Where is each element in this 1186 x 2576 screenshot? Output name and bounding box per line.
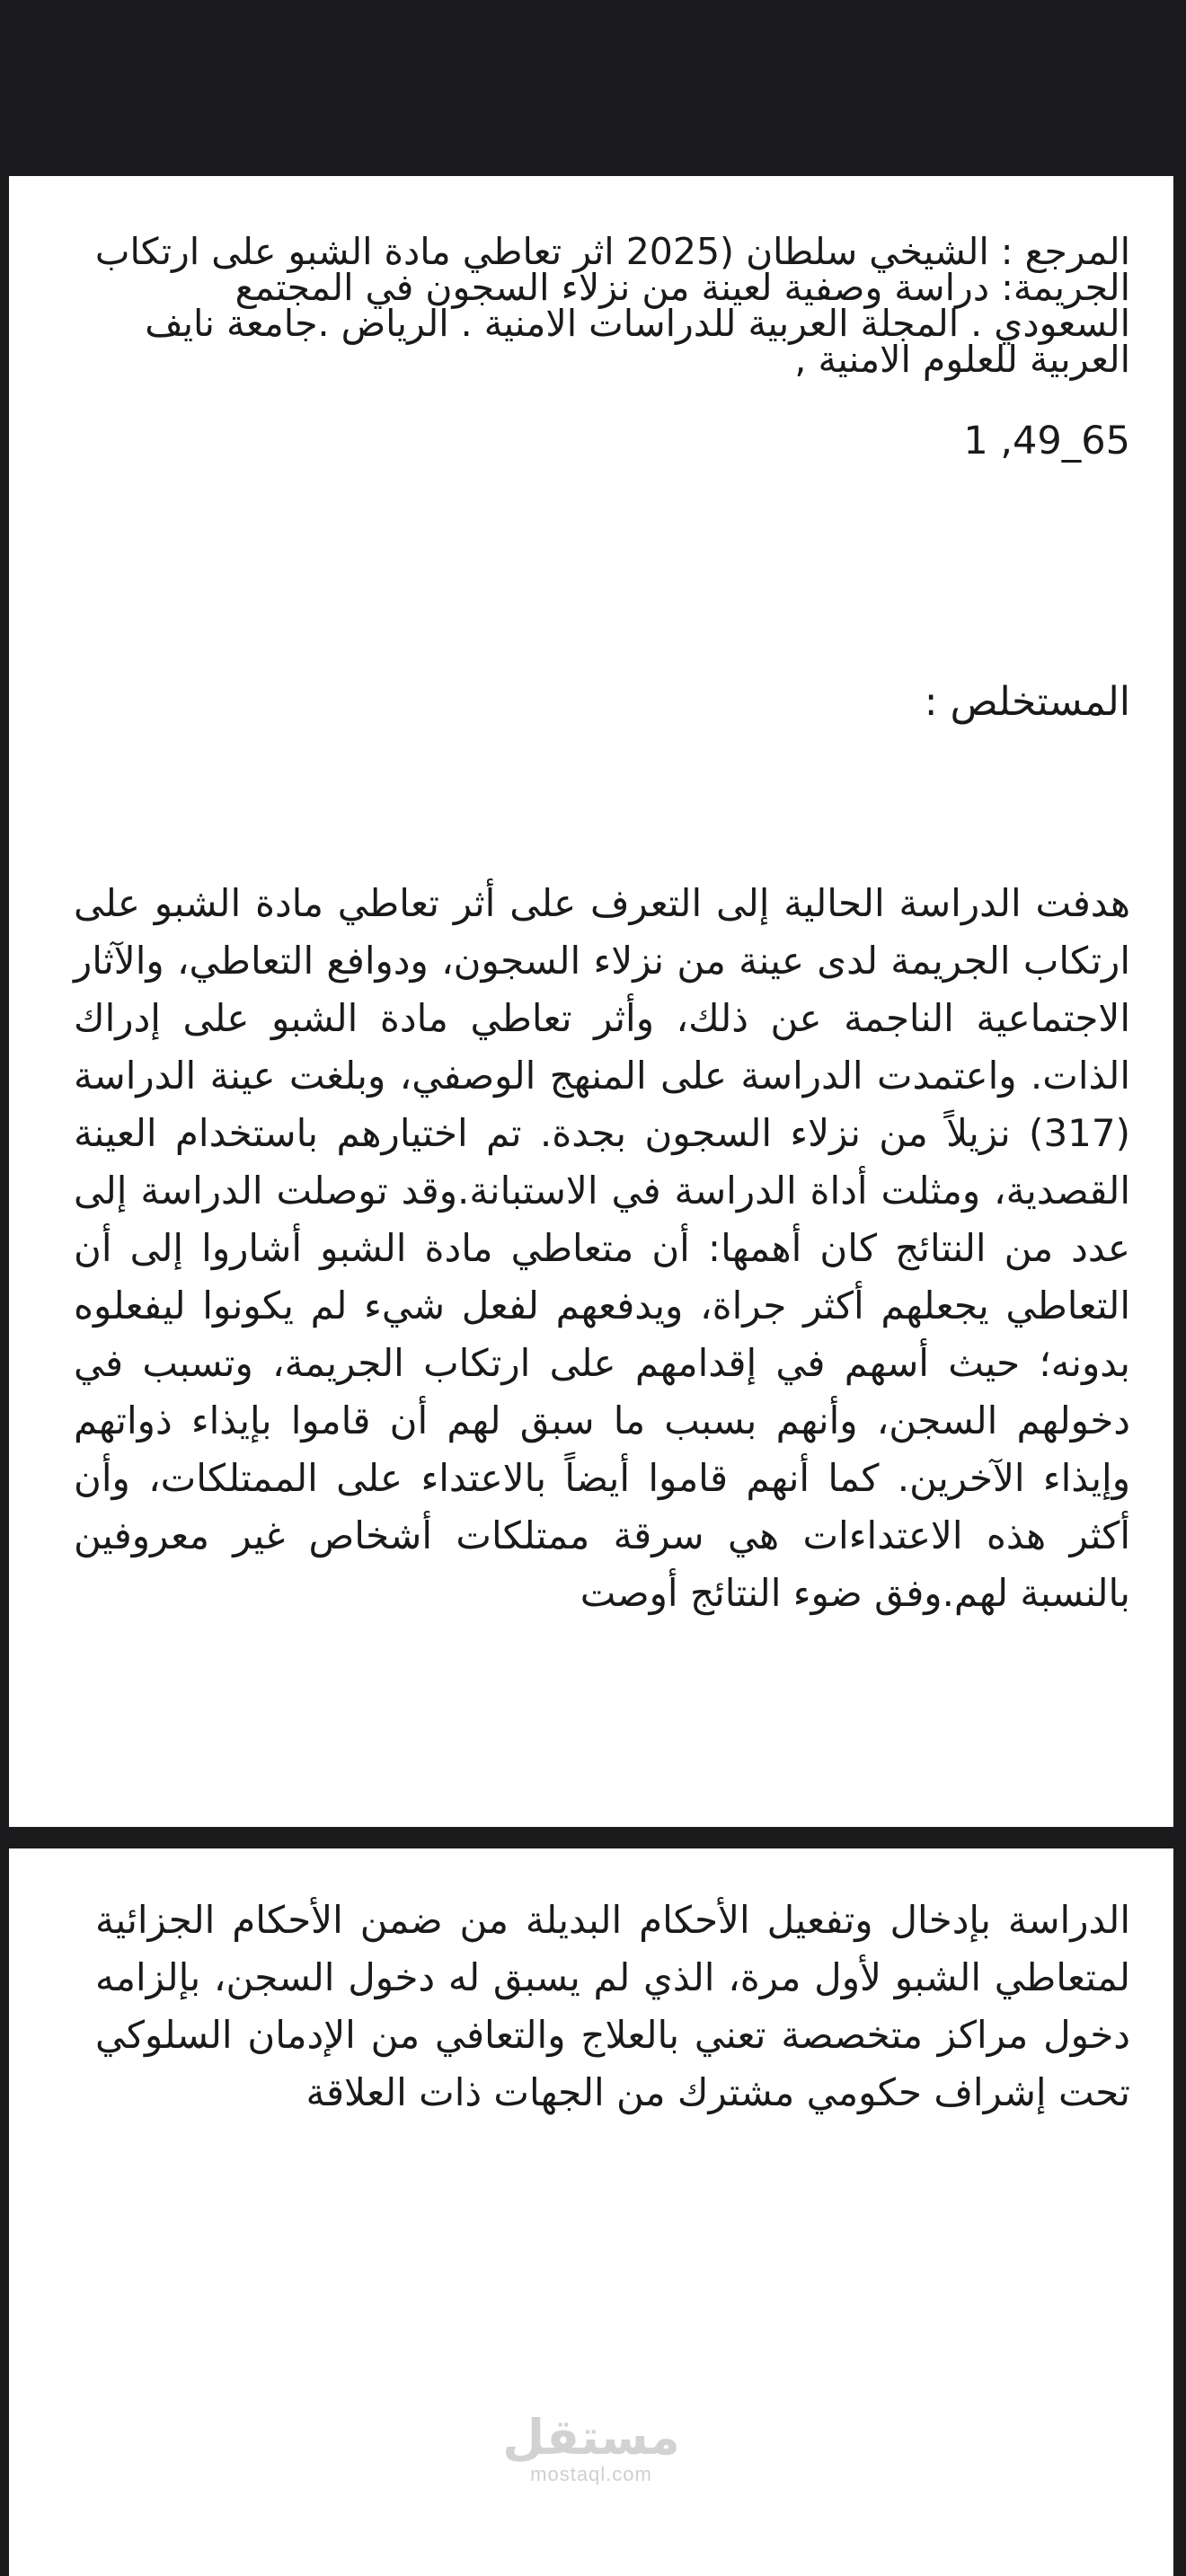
abstract-body: هدفت الدراسة الحالية إلى التعرف على أثر تعاطي مادة الشبو على ارتكاب الجريمة لدى عينة من نزلاء السجون، ودوافع التعاطي، والآثار الاجتماعية الناجمة عن ذلك، وأثر تعاطي مادة الشبو على إدراك الذات. واعتمدت الدراسة على المنهج الوصفي، وبلغت عينة الدراسة (317) نزيلاً من نزلاء السجون بجدة. تم اختيارهم باستخدام العينة القصدية، ومثلت أداة الدراسة في الاستبانة.وقد توصلت الدراسة إلى عدد من النتائج كان أهمها: أن متعاطي مادة الشبو أشاروا إلى أن التعاطي يجعلهم أكثر جراة، ويدفعهم لفعل شيء لم يكونوا ليفعلوه بدونه؛ حيث أسهم في إقدامهم على ارتكاب الجريمة، وتسبب في دخولهم السجن، وأنهم بسبب ما سبق لهم أن قاموا بإيذاء ذواتهم وإيذاء الآخرين. كما أنهم قاموا أيضاً بالاعتداء على الممتلكات، وأن أكثر هذه الاعتداءات هي سرقة ممتلكات أشخاص غير معروفين بالنسبة لهم.وفق ضوء النتائج أوصت xyxy=(74,881,1130,1615)
abstract-continuation: الدراسة بإدخال وتفعيل الأحكام البديلة من ضمن الأحكام الجزائية لمتعاطي الشبو لأول مرة، الذي لم يسبق له دخول السجن، بإلزامه دخول مراكز متخصصة تعني بالعلاج والتعافي من الإدمان السلوكي تحت إشراف حكومي مشترك من الجهات ذات العلاقة xyxy=(95,1898,1130,2114)
abstract-heading: المستخلص : xyxy=(924,679,1130,725)
mostaql-watermark xyxy=(9,2409,1173,2486)
reference-pages: 1 ,49_65 xyxy=(963,419,1130,463)
top-dark-bar xyxy=(0,0,1186,176)
document-page-1 xyxy=(9,176,1173,1827)
watermark-url: mostaql.com xyxy=(530,2463,652,2485)
watermark-logo: مستقل xyxy=(502,2409,680,2466)
document-page-2 xyxy=(9,1848,1173,2576)
reference-citation: المرجع : الشيخي سلطان (2025 اثر تعاطي مادة الشبو على ارتكاب الجريمة: دراسة وصفية لعينة من نزلاء السجون في المجتمع السعودي . المجلة العربية للدراسات الامنية . الرياض .جامعة نايف العربية للعلوم الامنية , xyxy=(94,230,1130,381)
